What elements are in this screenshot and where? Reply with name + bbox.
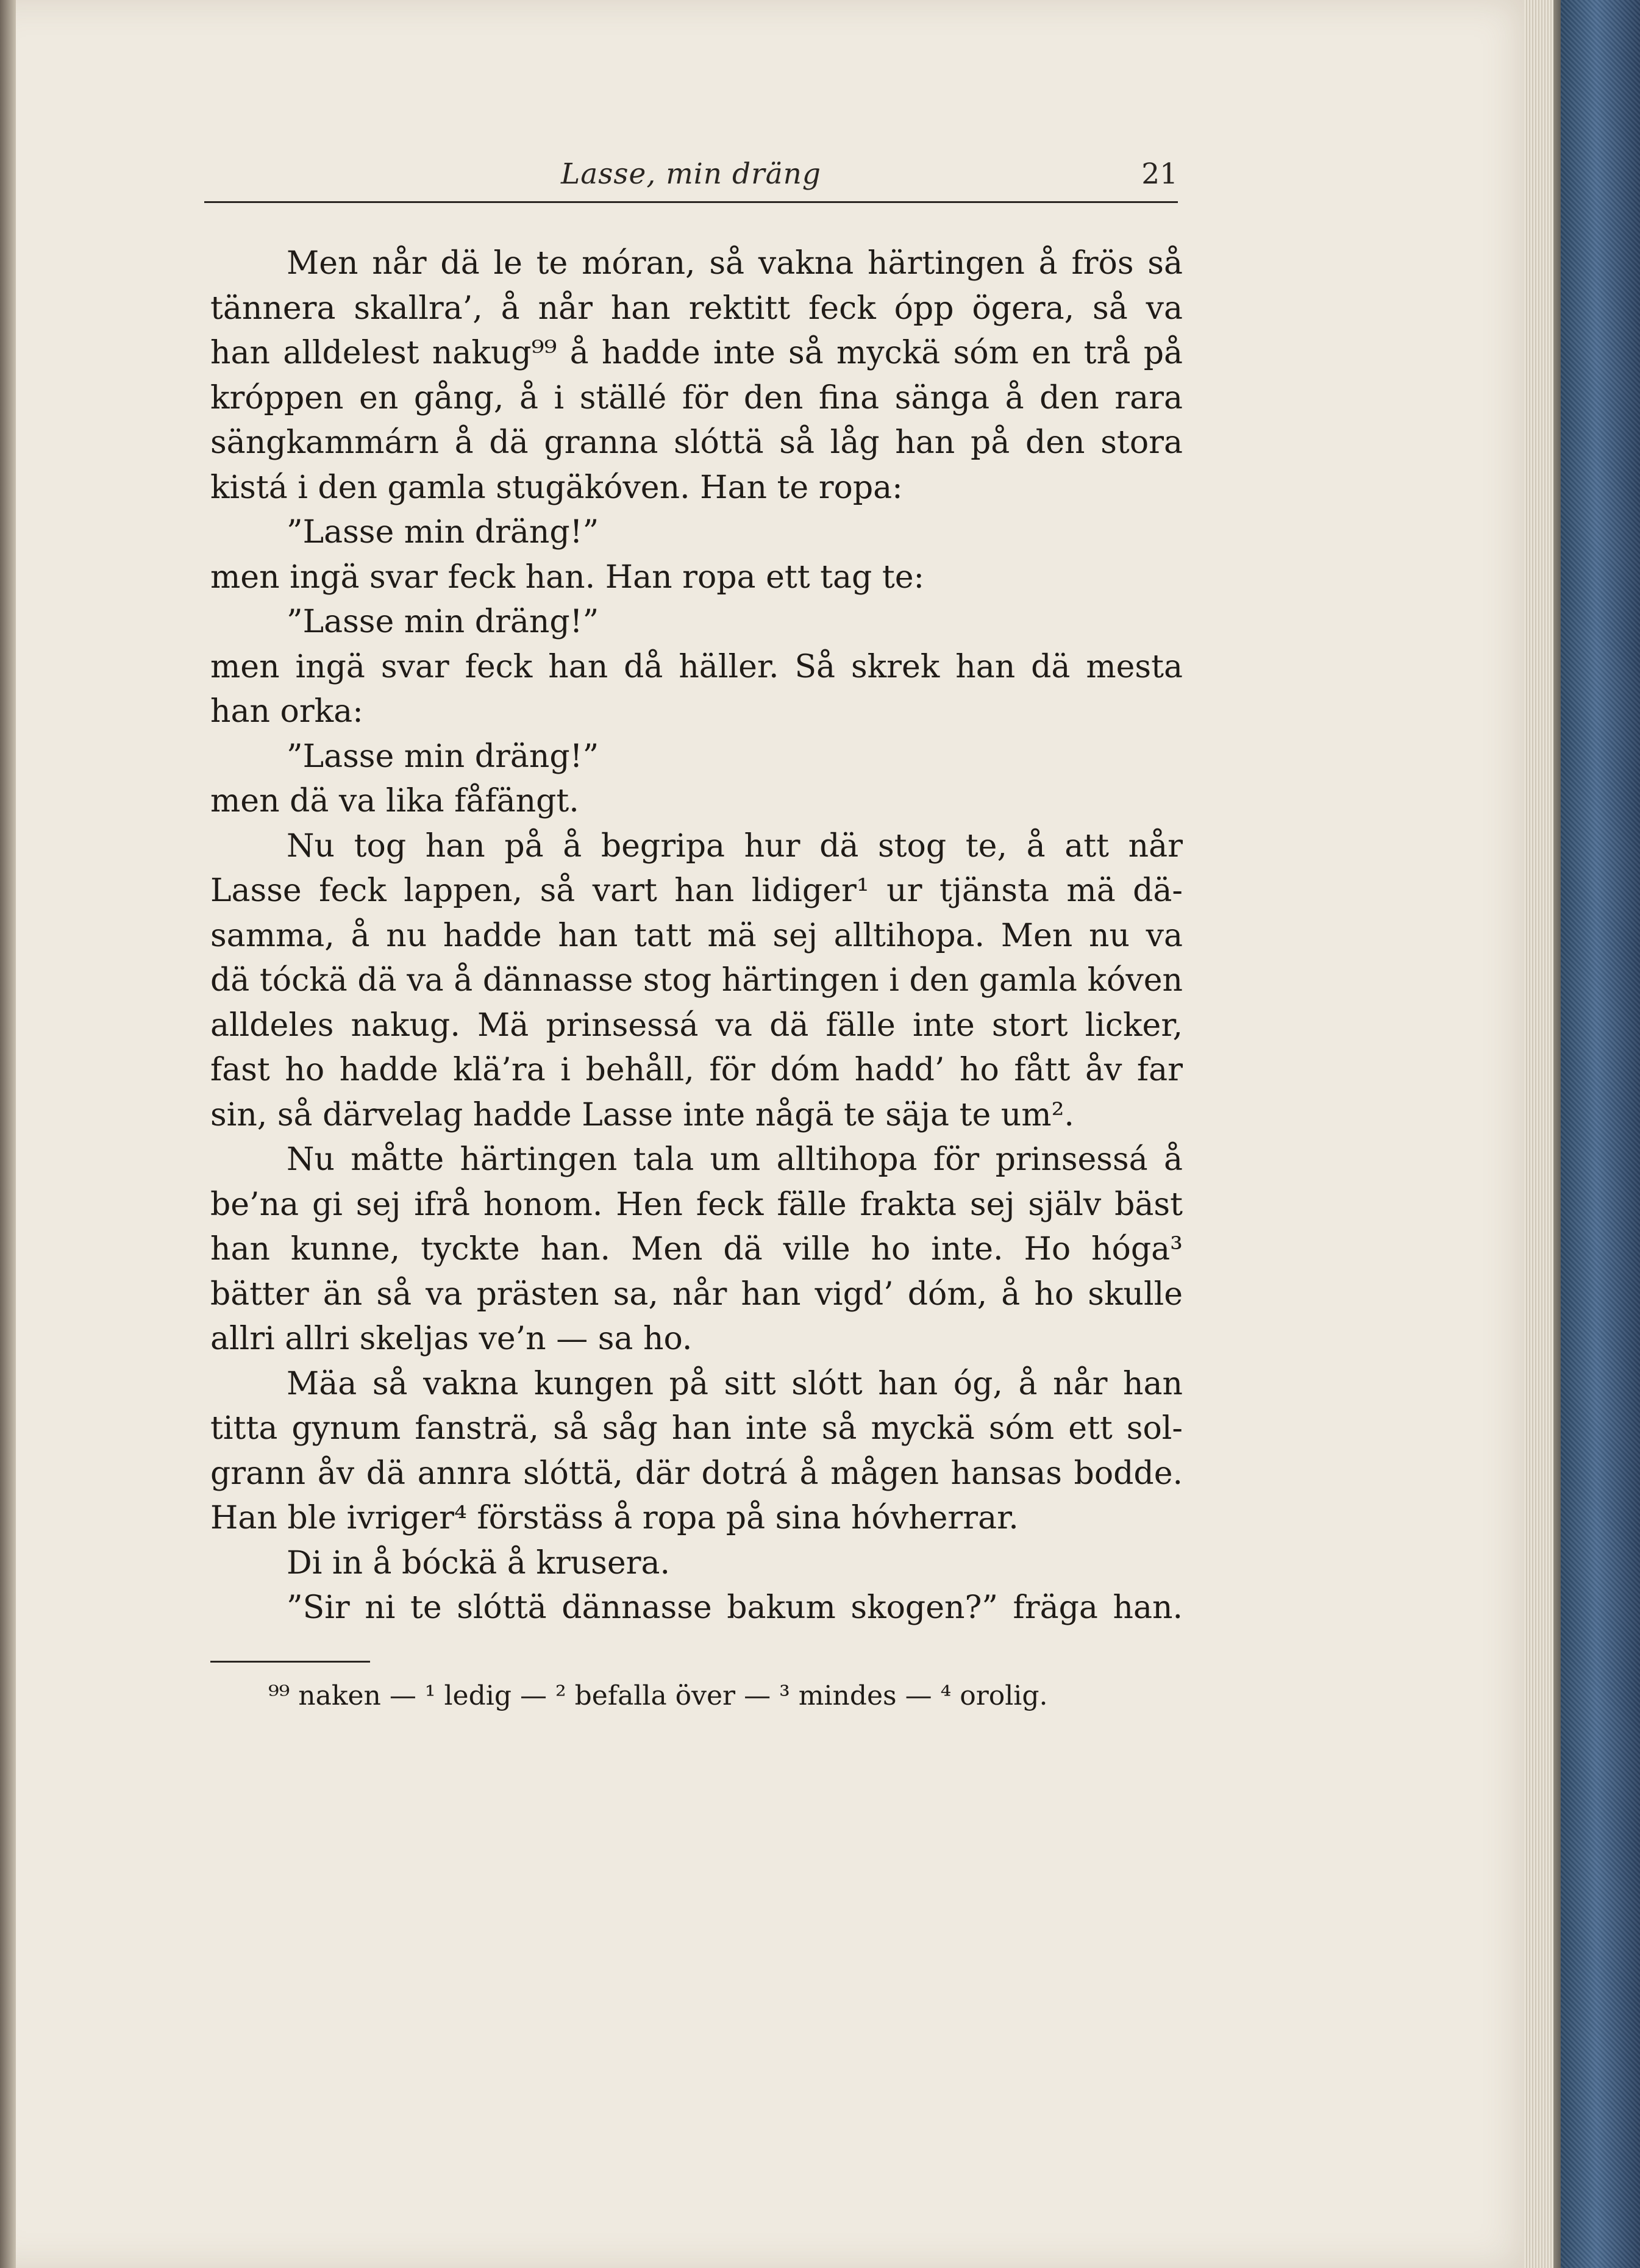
running-title: Lasse, min dräng [561, 157, 821, 191]
text-line: samma, å nu hadde han tatt mä sej alltihopa. Men nu va [210, 917, 1183, 954]
running-header [204, 154, 1178, 202]
text-line: ”Lasse min dräng!” [287, 514, 599, 551]
book-cover [1561, 0, 1640, 2268]
text-line: ”Sir ni te slóttä dännasse bakum skogen?” fräga han. [287, 1589, 1183, 1626]
page-gutter [0, 0, 16, 2268]
text-line: han kunne, tyckte han. Men dä ville ho inte. Ho hóga³ [210, 1231, 1183, 1268]
text-line: Men når dä le te móran, så vakna härtingen å frös så [287, 245, 1183, 282]
text-line: men ingä svar feck han då häller. Så skrek han dä mesta [210, 648, 1183, 685]
text-line: Nu måtte härtingen tala um alltihopa för prinsessá å [287, 1141, 1183, 1178]
text-line: bätter än så va prästen sa, når han vigd’ dóm, å ho skulle [210, 1275, 1183, 1313]
text-line: Nu tog han på å begripa hur dä stog te, å att når [287, 827, 1183, 865]
text-line: sängkammárn å dä granna slóttä så låg han på den stora [210, 424, 1183, 461]
text-line: kistá i den gamla stugäkóven. Han te ropa: [210, 469, 903, 506]
text-line: ”Lasse min dräng!” [287, 738, 599, 775]
text-line: Lasse feck lappen, så vart han lidiger¹ ur tjänsta mä dä- [210, 872, 1183, 909]
text-line: sin, så därvelag hadde Lasse inte någä te säja te um². [210, 1096, 1074, 1133]
text-line: fast ho hadde klä’ra i behåll, för dóm hadd’ ho fått åv far [210, 1052, 1183, 1088]
text-line: titta gynum fansträ, så såg han inte så myckä sóm ett sol- [210, 1410, 1183, 1447]
text-line: be’na gi sej ifrå honom. Hen feck fälle frakta sej själv bäst [210, 1186, 1183, 1223]
text-line: men dä va lika fåfängt. [210, 783, 579, 819]
text-line: grann åv dä annra slóttä, där dotrá å mågen hansas bodde. [210, 1455, 1183, 1492]
text-line: Mäa så vakna kungen på sitt slótt han óg, å når han [287, 1365, 1183, 1402]
text-line: men ingä svar feck han. Han ropa ett tag te: [210, 558, 925, 596]
text-line: han orka: [210, 693, 363, 730]
text-line: alldeles nakug. Mä prinsessá va dä fälle inte stort licker, [210, 1007, 1183, 1044]
footnote-rule [210, 1661, 370, 1663]
header-rule [204, 201, 1178, 203]
text-line: króppen en gång, å i ställé för den fina sänga å den rara [210, 379, 1183, 416]
text-line: Di in å bóckä å krusera. [287, 1544, 671, 1582]
body-text [210, 241, 1183, 1631]
text-line: han alldelest nakug⁹⁹ å hadde inte så myckä sóm en trå på [210, 335, 1183, 371]
text-line: ”Lasse min dräng!” [287, 604, 599, 640]
text-line: allri allri skeljas ve’n — sa ho. [210, 1321, 693, 1357]
text-line: Han ble ivriger⁴ förstäss å ropa på sina hóvherrar. [210, 1500, 1019, 1536]
footnotes: ⁹⁹ naken — ¹ ledig — ² befalla över — ³ mindes — ⁴ orolig. [268, 1680, 1048, 1711]
text-line: tännera skallra’, å når han rektitt feck ópp ögera, så va [210, 290, 1183, 327]
page-number: 21 [1141, 157, 1178, 191]
text-line: dä tóckä dä va å dännasse stog härtingen i den gamla kóven [210, 962, 1183, 999]
